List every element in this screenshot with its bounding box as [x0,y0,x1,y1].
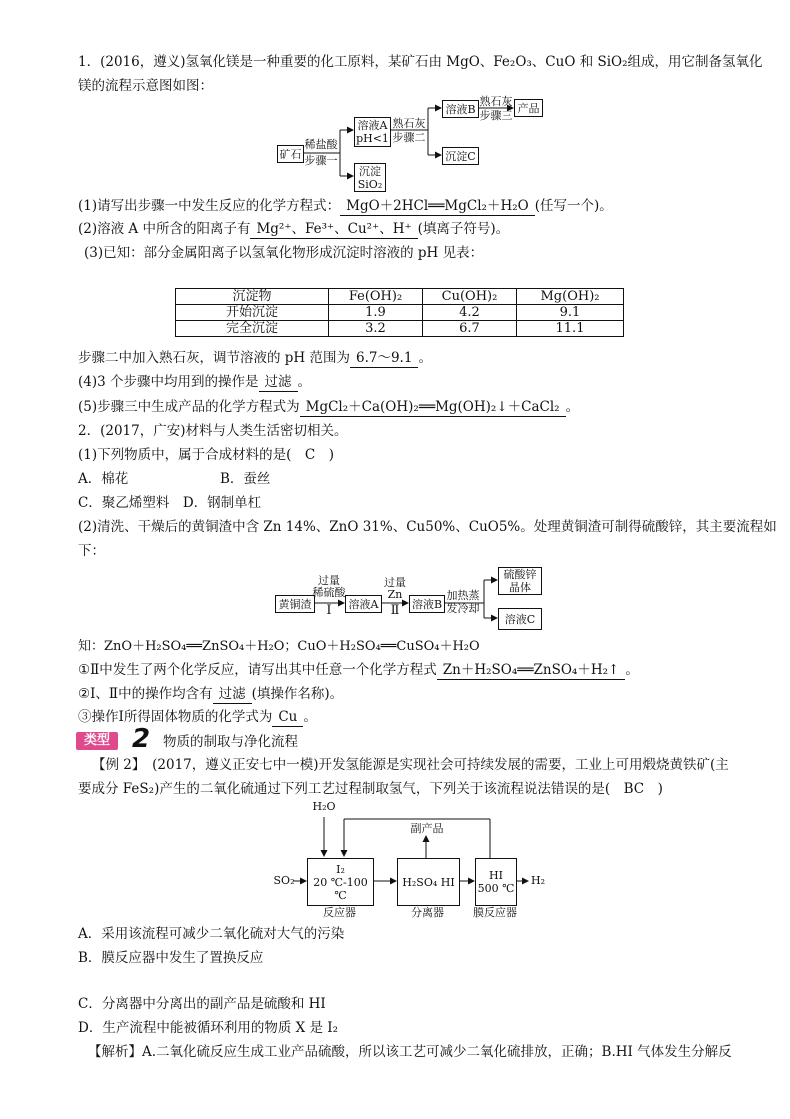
table-cell: 4.2 [423,305,517,321]
separator-caption: 分离器 [411,906,444,919]
table-header: Fe(OH)₂ [329,289,423,305]
reactor-box [307,858,374,906]
step3-label-b: 发冷却 [446,602,480,615]
byproduct-label: 副产品 [410,822,444,835]
product-box: 产品 [514,99,543,117]
solution-c-box: 溶液C [498,608,542,630]
precipitate-c-box: 沉淀C [442,147,479,165]
lime-step3-top: 熟石灰 [479,95,513,108]
step2-label-a: 过量 [384,576,406,589]
q1-stem-line2: 镁的流程示意图如图： [78,78,213,94]
reactor-caption: 反应器 [323,906,356,919]
separator-box: H₂SO₄ HI [397,858,460,906]
lime-step2-bottom: 步骤二 [392,131,426,144]
precipitate-label: 沉淀 [359,164,381,178]
q1-part3b-answer: 6.7～9.1 [350,350,418,368]
example2-option-a: A．采用该流程可减少二氧化硫对大气的污染 [78,926,345,942]
reactor-iodine: I₂ [336,862,345,876]
q2-option-a: A．棉花 [78,471,129,487]
type-title: 物质的制取与净化流程 [163,734,298,750]
reactor-temperature: 20 ℃-100 ℃ [313,875,368,902]
solution-a-ph: pH<1 [356,132,389,145]
q2-sub1-answer: Zn＋H₂SO₄══ZnSO₄＋H₂↑ [437,662,626,680]
step2-label-b: Zn [387,588,403,601]
q2-sub2: ②Ⅰ、Ⅱ中的操作均含有 过滤 (填操作名称)。 [78,686,344,702]
q1-part1-answer: MgO＋2HCl══MgCl₂＋H₂O [340,198,535,216]
step2-label-c: Ⅱ [390,603,400,618]
crystal-label-a: 硫酸锌 [503,568,537,581]
q1-part3: (3)已知：部分金属阳离子以氢氧化物形成沉淀时溶液的 pH 见表： [84,245,484,261]
q2-stem: 2．(2017，广安)材料与人类生活密切相关。 [78,423,348,439]
example2-option-c: C．分离器中分离出的副产品是硫酸和 HI [78,996,326,1012]
q2-part2-line1: (2)清洗、干燥后的黄铜渣中含 Zn 14%、ZnO 31%、Cu50%、CuO5%。处理黄铜渣可制得硫酸锌，其主要流程如 [78,519,777,535]
q2-part1: (1)下列物质中，属于合成材料的是( C ) [78,447,334,463]
solution-a-label: 溶液A [357,119,388,132]
solution-b-box-2: 溶液B [409,595,445,613]
q1-part5-answer: MgCl₂＋Ca(OH)₂══Mg(OH)₂↓＋CaCl₂ [300,399,566,417]
example2-option-d: D．生产流程中能被循环利用的物质 X 是 I₂ [78,1020,339,1036]
membrane-temperature: 500 ℃ [477,882,515,895]
step1-label-a: 过量 [318,574,340,587]
table-cell: 6.7 [423,321,517,337]
q2-sub2-answer: 过滤 [213,686,252,704]
solution-b-box: 溶液B [442,100,479,118]
step3-label-a: 加热蒸 [446,589,480,602]
so2-input-label: SO₂ [273,874,295,887]
acid-label-bottom: 步骤一 [304,154,338,167]
table-cell: 9.1 [517,305,624,321]
q2-sub3-answer: Cu [272,709,303,727]
table-cell: 完全沉淀 [176,321,329,337]
solution-a-box-2: 溶液A [345,595,382,613]
q2-known: 知：ZnO＋H₂SO₄══ZnSO₄＋H₂O；CuO＋H₂SO₄══CuSO₄＋H₂O [78,639,480,654]
h2-output-label: H₂ [530,874,545,887]
q1-part5: (5)步骤三中生成产品的化学方程式为 MgCl₂＋Ca(OH)₂══Mg(OH)₂↓＋CaCl₂ 。 [78,399,580,415]
example2-analysis: 【解析】A.二氧化硫反应生成工业产品硫酸，所以该工艺可减少二氧化硫排放，正确；B.HI 气体发生分解反 [88,1044,732,1060]
q1-part4: (4)3 个步骤中均用到的操作是 过滤 。 [78,374,312,390]
membrane-hi: HI [489,869,503,882]
q1-part4-answer: 过滤 [259,374,298,392]
table-cell: 1.9 [329,305,423,321]
water-input-label: H₂O [312,800,336,813]
q1-part2: (2)溶液 A 中所含的阳离子有 Mg²⁺、Fe³⁺、Cu²⁺、H⁺ (填离子符号)。 [78,221,510,237]
table-header: Cu(OH)₂ [423,289,517,305]
q2-sub1: ①Ⅱ中发生了两个化学反应，请写出其中任意一个化学方程式 Zn＋H₂SO₄══ZnSO₄＋H₂↑ 。 [78,662,639,678]
table-header: 沉淀物 [176,289,329,305]
ore-box: 矿石 [277,145,304,163]
example2-line1: 【例 2】 (2017，遵义正安七中一模)开发氢能源是实现社会可持续发展的需要，工业上可用煅烧黄铁矿(主 [92,757,729,773]
type-number: 2 [132,724,151,754]
example2-option-b: B．膜反应器中发生了置换反应 [78,950,264,966]
lime-step3-bottom: 步骤三 [479,109,513,122]
q1-part2-answer: Mg²⁺、Fe³⁺、Cu²⁺、H⁺ [250,221,417,239]
table-cell: 开始沉淀 [176,305,329,321]
type-tag: 类型 [76,732,118,750]
table-cell: 3.2 [329,321,423,337]
q2-option-b: B．蚕丝 [220,471,271,487]
step1-label-c: Ⅰ [326,603,332,618]
precipitate-sio2: SiO₂ [357,177,383,191]
q1-part1: (1)请写出步骤一中发生反应的化学方程式： MgO＋2HCl══MgCl₂＋H₂O (任写一个)。 [78,198,613,214]
example2-line2: 要成分 FeS₂)产生的二氧化硫通过下列工艺过程制取氢气，下列关于该流程说法错误的是( BC ) [78,781,663,797]
crystal-label-b: 晶体 [509,581,531,594]
q1-stem-line1: 1．(2016，遵义)氢氧化镁是一种重要的化工原料，某矿石由 MgO、Fe₂O₃、CuO 和 SiO₂组成，用它制备氢氧化 [78,54,763,70]
acid-label-top: 稀盐酸 [304,138,338,151]
brass-slag-box: 黄铜渣 [275,595,315,613]
lime-step2-top: 熟石灰 [392,117,426,130]
table-header: Mg(OH)₂ [517,289,624,305]
table-cell: 11.1 [517,321,624,337]
step1-label-b: 稀硫酸 [312,586,346,599]
membrane-reactor-box [475,858,517,906]
q2-sub3: ③操作Ⅰ所得固体物质的化学式为 Cu 。 [78,709,317,725]
membrane-reactor-caption: 膜反应器 [473,906,517,919]
q2-part2-line2: 下： [78,543,105,559]
q2-option-cd: C．聚乙烯塑料 D．钢制单杠 [78,495,262,511]
q1-part3b: 步骤二中加入熟石灰，调节溶液的 pH 范围为 6.7～9.1 。 [78,350,432,366]
